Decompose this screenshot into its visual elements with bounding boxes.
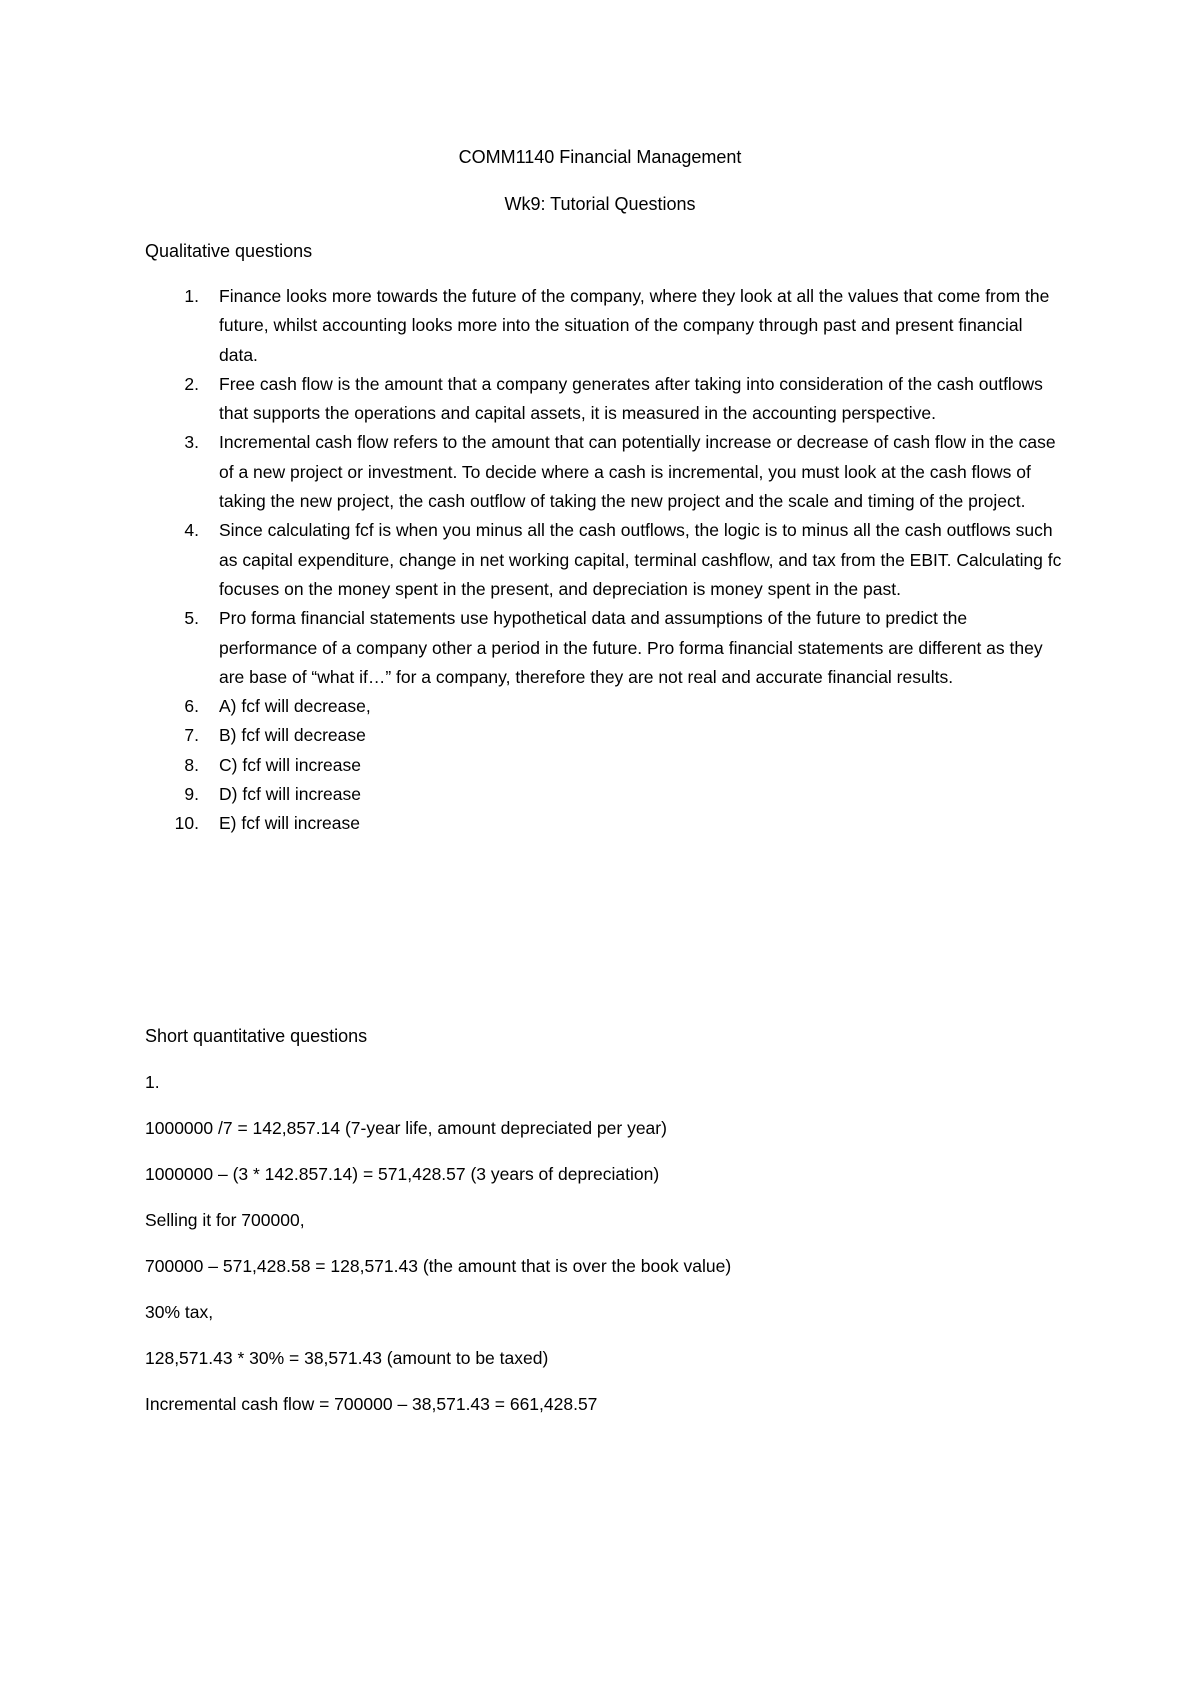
item-text: Finance looks more towards the future of the company, where they look at all the values that come from the future, whilst accounting looks more into the situation of the company through past and present financial data. bbox=[219, 286, 1050, 365]
item-text: Since calculating fcf is when you minus all the cash outflows, the logic is to minus all the cash outflows such as capital expenditure, change in net working capital, terminal cashflow, and tax from the EBIT. Calculating fc focuses on the money spent in the present, and depreciation is money spent in the past. bbox=[219, 520, 1062, 599]
calculation-line: Incremental cash flow = 700000 – 38,571.43 = 661,428.57 bbox=[145, 1394, 598, 1414]
list-item bbox=[145, 692, 1065, 721]
item-text: Pro forma financial statements use hypothetical data and assumptions of the future to predict the performance of a company other a period in the future. Pro forma financial statements are different as they are base of “what if…” for a company, therefore they are not real and accurate financial results. bbox=[219, 608, 1043, 687]
calculation-line: 700000 – 571,428.58 = 128,571.43 (the amount that is over the book value) bbox=[145, 1256, 732, 1276]
item-number: 7. bbox=[184, 725, 199, 746]
item-number: 9. bbox=[184, 784, 199, 805]
quantitative-heading: Short quantitative questions bbox=[145, 1026, 368, 1046]
calculation-line: 1000000 /7 = 142,857.14 (7-year life, amount depreciated per year) bbox=[145, 1118, 667, 1138]
item-text: B) fcf will decrease bbox=[219, 725, 366, 746]
list-item bbox=[145, 721, 1065, 750]
list-item bbox=[145, 282, 1065, 370]
calculation-line: Selling it for 700000, bbox=[145, 1210, 305, 1230]
item-text: D) fcf will increase bbox=[219, 784, 361, 805]
list-item bbox=[145, 809, 1065, 838]
list-item bbox=[145, 604, 1065, 692]
document-subtitle: Wk9: Tutorial Questions bbox=[504, 194, 696, 214]
list-item bbox=[145, 370, 1065, 429]
calculation-line: 128,571.43 * 30% = 38,571.43 (amount to be taxed) bbox=[145, 1348, 549, 1368]
calculation-line: 1000000 – (3 * 142.857.14) = 571,428.57 (3 years of depreciation) bbox=[145, 1164, 660, 1184]
item-number: 3. bbox=[184, 432, 199, 453]
item-text: A) fcf will decrease, bbox=[219, 696, 371, 717]
item-text: E) fcf will increase bbox=[219, 813, 361, 834]
list-item bbox=[145, 428, 1065, 516]
item-number: 5. bbox=[184, 608, 199, 629]
calculation-line: 1. bbox=[145, 1072, 160, 1092]
item-text: Incremental cash flow refers to the amount that can potentially increase or decrease of cash flow in the case of a new project or investment. To decide where a cash is incremental, you must look at the cash flows of taking the new project, the cash outflow of taking the new project and the scale and timing of the project. bbox=[219, 432, 1056, 512]
list-item bbox=[145, 751, 1065, 780]
qualitative-heading: Qualitative questions bbox=[145, 241, 313, 261]
item-text: C) fcf will increase bbox=[219, 754, 361, 775]
qualitative-answers-list bbox=[145, 282, 1065, 839]
document-title: COMM1140 Financial Management bbox=[458, 147, 742, 167]
list-item bbox=[145, 780, 1065, 809]
calculation-line: 30% tax, bbox=[145, 1302, 214, 1322]
item-number: 8. bbox=[184, 754, 199, 775]
item-number: 2. bbox=[184, 373, 199, 394]
list-item bbox=[145, 516, 1065, 604]
item-number: 4. bbox=[184, 520, 199, 541]
item-number: 1. bbox=[184, 286, 199, 306]
item-number: 6. bbox=[184, 696, 199, 717]
item-text: Free cash flow is the amount that a company generates after taking into consideration of the cash outflows that supports the operations and capital assets, it is measured in the accounting perspective. bbox=[219, 373, 1043, 424]
item-number: 10. bbox=[174, 813, 199, 834]
